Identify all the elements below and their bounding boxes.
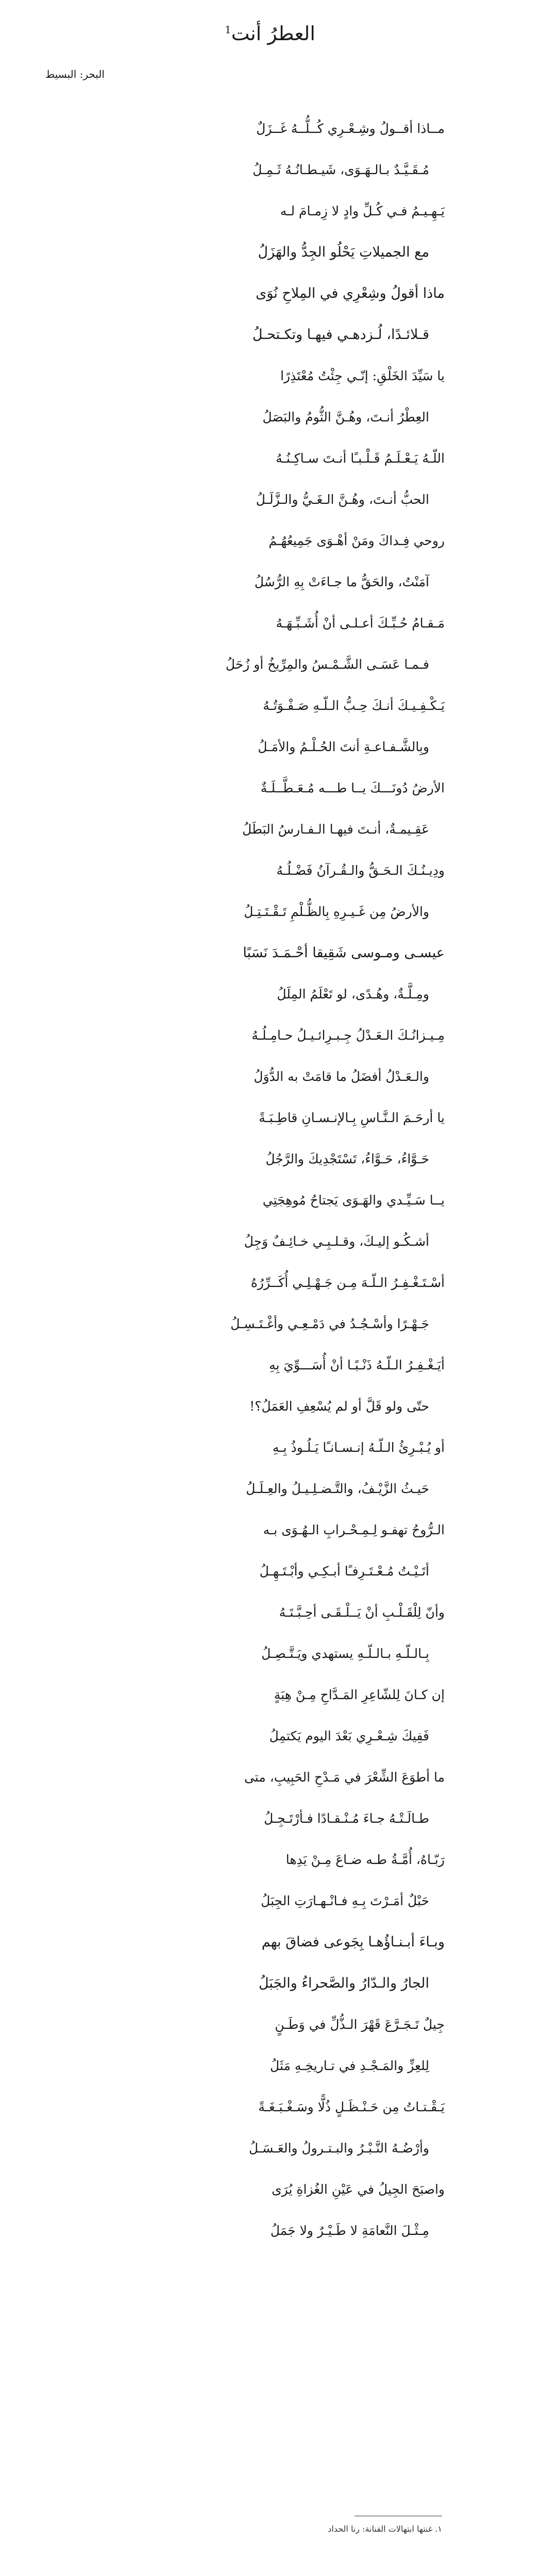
verse-line: مِـيـزانُـكَ الـعَـدْلُ جِـبـرِائـيـلُ حـامِـلُـهُ [251, 1028, 445, 1043]
verse-line: يَـهِـيـمُ فـي كُـلِّ وادٍ لا زِمـامَ لـه [280, 204, 445, 218]
verse-line: يَـكْـفِـيـكَ أنـكَ حِـبُّ الـلّـهِ صَـفْـوَتُـهُ [263, 698, 445, 713]
verse-line: حَبْلٌ أمَـرْتَ بِـهِ فـانْـهـارَتِ الجِبَلُ [261, 1893, 429, 1908]
verse-line: طـالَـتْـهُ جـاءَ مُـنْـقـادًا فـأرْتَـجِـلُ [264, 1811, 429, 1826]
verse-line: اللّـهُ يَـعْـلَـمُ قَـلْـبـًا أنـتَ سـاكِـنُـهُ [276, 451, 445, 466]
verse-line: جِيلٌ تَـجَـرَّعَ قَهْرَ الـذُّلِّ في وَطَـنٍ [275, 2017, 445, 2032]
verse-line: وأرْضُـهُ النَّـبْـرُ والبـتـرولُ والعَـسَـلُ [249, 2141, 429, 2156]
verse-line: حَـوَّاءُ، حَـوَّاءُ، تَسْتَجْدِيكَ والرَّجُلُ [265, 1151, 429, 1166]
verse-line: ودِيـنُـكَ الـحَـقُّ والـقُـرآنُ فَضْـلُـهُ [276, 863, 445, 878]
footnote-marker: 1 [225, 23, 231, 36]
verse-line: ومِـلَّـةٌ، وهُـدًى، لو تَعْلَمُ المِلَلُ [277, 987, 429, 1002]
poem-title-text: العطرُ أنت [231, 22, 315, 45]
verse-line: والأرضُ مِن غَـيـرِهِ بِالظُّـلْمِ تَـقْـتَـتِـلُ [244, 904, 429, 919]
verse-line: يا سَيِّدَ الخَلْقِ: إنّـي جِئْتُ مُعْتَذِرًا [280, 368, 445, 383]
verse-line: روحي فِـداكَ ومَنْ أهْـوَى جَمِيعُهُـمُ [268, 533, 445, 548]
verse-line: العِطْرُ أنـتَ، وهُـنَّ الثُّومُ والبَصَلُ [262, 410, 429, 425]
verse-line: جَـهْـرًا وأسْـجُـدُ في دَمْـعِـي وأغْـتَـسِـلُ [230, 1316, 429, 1331]
verse-line: ما أطوَعَ الشِّعْرَ في مَـدْحِ الحَبِيبِ، متى [244, 1770, 445, 1785]
verse-line: يا أرحَـمَ الـنَّـاسِ بِـالإنـسـانِ قاطِـبَـةً [259, 1110, 445, 1125]
verse-line: إن كـانَ لِلشّاعِرِ المَـدَّاحِ مِـنْ هِبَةٍ [274, 1687, 445, 1702]
poem-title [0, 21, 540, 46]
verse-line: مُـقَـيَّـدٌ بـالـهَـوَى، شَيـطـانُـهُ ثَـمِـلُ [252, 162, 429, 177]
verse-line: مَـقـامُ حُـبِّـكَ أعـلـى أنْ أُشَـبِّـهَـهُ [276, 616, 445, 631]
verse-line: أسْـتَـغْـفِـرُ الـلّـهَ مِـن جَـهْـلِـي أُكَــرِّرُهُ [250, 1275, 445, 1290]
verse-line: لِلعِزِّ والمَـجْـدِ في تـاريخِـهِ مَثَلُ [270, 2058, 429, 2073]
poem-meter: البحر: البسيط [45, 68, 105, 80]
verse-line: عَقِـيمـةٌ، أنـتَ فيهـا الـفـارسُ البَطَلُ [242, 822, 429, 837]
verse-line: الأرضُ دُونَـــكَ يــا طـــه مُـعَـطَّــلَـةٌ [260, 781, 445, 795]
verse-line: والـعَـدْلُ أفضَلُ ما قامَتْ به الدُّوَلُ [254, 1069, 429, 1084]
verse-line: أيَـغْـفِـرُ الـلّـهُ ذَنْـبًـا أنْ أُسَـــوِّيَ بِهِ [269, 1358, 445, 1372]
verse-line: فـمـا عَسَـى الشَّـمْـسُ والمِرِّيخُ أو زُحَلُ [225, 657, 429, 672]
verse-line: أو يُـبْـرِئُ الـلّـهُ إنـسـانـًا يَـلُـوذُ بِـهِ [272, 1440, 445, 1455]
verse-line: آمَنْتُ، والحَقُّ ما جـاءَتْ بِهِ الرُّسُلُ [254, 574, 429, 589]
verse-line: مع الجميلاتِ يَحْلُو الجِدُّ والهَزَلُ [258, 244, 429, 260]
verse-line: واصبَحَ الجِيلُ في عَيْنِ الغُزاةِ يُرَى [272, 2182, 445, 2197]
verse-line: حتّى ولو قَلَّ أو لم يُسْعِفِ العَمَلُ؟! [249, 1399, 429, 1414]
verse-line: أتَـيْـتُ مُـعْـتَـرِفـًا أبـكِـي وأبْـتَـهِـلُ [259, 1564, 429, 1579]
verse-line: الجارُ والـدّارُ والصَّحراءُ والجَبَلُ [258, 1975, 429, 1991]
verse-line: فَفِيكَ شِـعْـرِي بَعْدَ اليوم يَكتمِلُ [269, 1728, 429, 1743]
verse-line: رَبّـاهُ، أُمَّـةُ طـه ضـاعَ مِـنْ يَدِها [285, 1852, 445, 1867]
verse-line: بِـالـلّـهِ بـالـلّـهِ يستهدي ويَـتَّـصِـلُ [261, 1646, 429, 1661]
verse-line: وبـاءَ أبـنـاؤُهـا بِجَوعى فضاقَ بهم [261, 1934, 445, 1950]
verse-line: ماذا أقولُ وشِعْرِي في المِلاحِ نُوَى [256, 285, 445, 301]
verse-line: وبِالشَّـفـاعـةِ أنتَ الحُـلْـمُ والأمَـلُ [258, 739, 429, 754]
verse-line: أشـكُـو إليـكَ، وقـلـبِـي خـائِـفٌ وَجِلُ [244, 1234, 429, 1249]
verse-line: قـلائـدًا، لُـزدهـي فيهـا وتكـتحـلُ [252, 327, 429, 343]
verse-line: الحبُّ أنـتَ، وهُـنَّ الـغَـيُّ والـزَّلَـلُ [256, 492, 429, 507]
footnote: ١. غنتها ابتهالات الفنانة: رنا الحداد [328, 2524, 442, 2534]
verse-line: وأنّ لِلْقَـلْـبِ أنْ يَــلْـقَـى أحِـبَّـتَـهُ [279, 1605, 445, 1620]
verse-line: عيسـى ومـوسى شَقِيقا أحْـمَـدَ نَسَبًا [243, 945, 445, 961]
verse-list [84, 108, 445, 2251]
verse-line: يــا سَـيِّـدي والهَـوَى يَجتاحُ مُوهِجَتِي [262, 1193, 445, 1208]
verse-line: حَيـثُ الزَّيْـفُ، والتَّـضـلِـيـلُ والعِـلَـلُ [246, 1481, 429, 1496]
verse-line: مــاذا أقــولُ وشِـعْـرِي كُــلُّــهُ غَــزَلٌ [256, 121, 445, 136]
verse-line: مِـثْـلَ النَّعامَةِ لا طَـيْـرٌ ولا جَمَلُ [270, 2223, 429, 2238]
verse-line: يَـقْـتـاتُ مِن حَـنْـظَـلٍ ذُلًّا وسَـغْـبَـغَـةً [258, 2099, 445, 2114]
verse-line: الـرُّوحُ تهفـو لِـمِـحْـرابِ الـهُـوَى بـه [263, 1522, 445, 1537]
